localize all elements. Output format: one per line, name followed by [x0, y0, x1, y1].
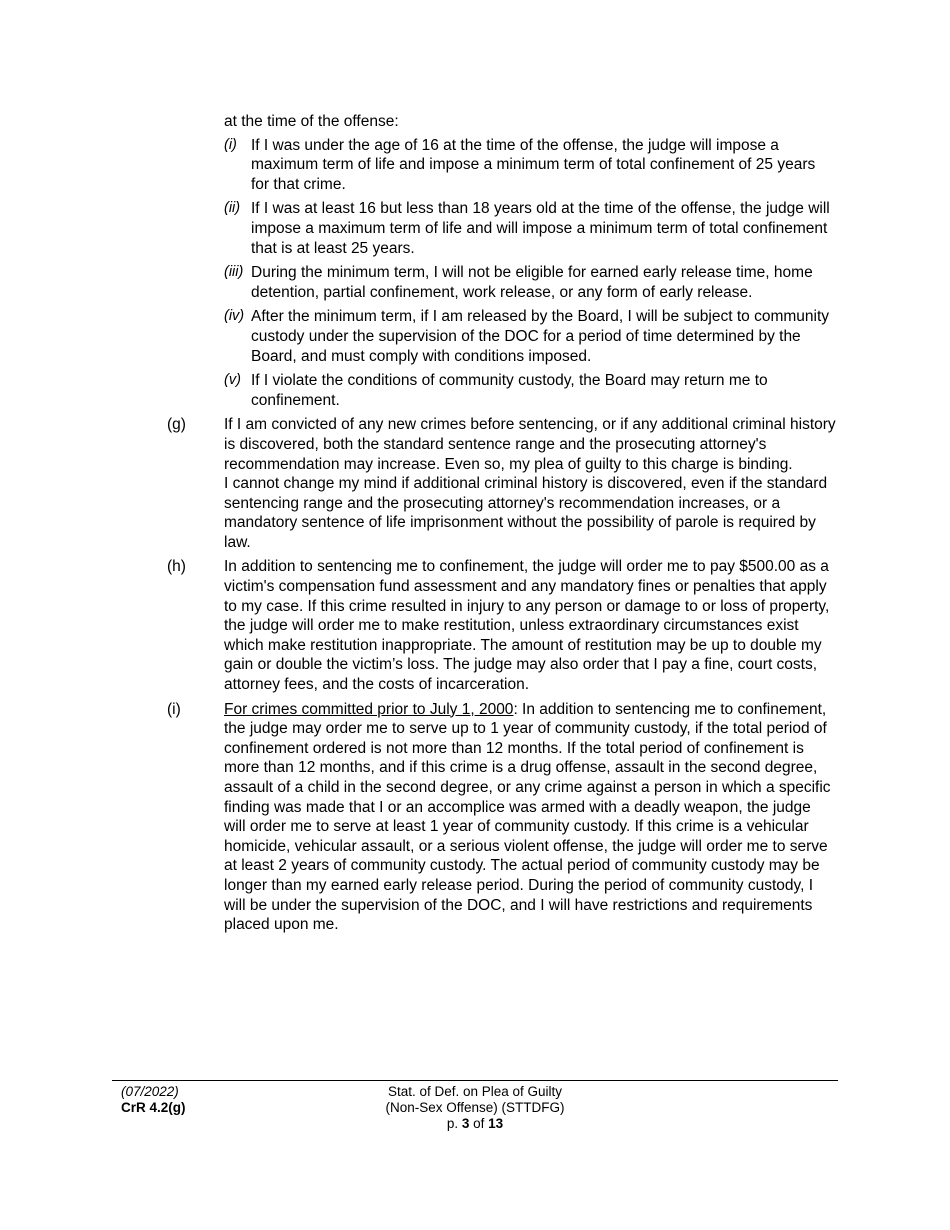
footer-divider: [112, 1080, 838, 1081]
subitem-text: If I was under the age of 16 at the time of the offense, the judge will impose a maximum term of life and impose a minimum term of total confinement of 25 years for that crime.: [251, 136, 816, 193]
document-body: [0, 112, 950, 940]
subitem-marker: (iv): [224, 308, 245, 325]
subitem-marker: (ii): [224, 200, 241, 217]
section-marker: (h): [167, 558, 186, 576]
subitem-marker: (v): [224, 372, 241, 389]
section-g: [167, 415, 836, 552]
subitem-i: [224, 136, 836, 195]
intro-text: at the time of the offense:: [224, 113, 399, 130]
section-marker: (i): [167, 700, 181, 718]
page-number: p. 3 of 13: [446, 1116, 504, 1131]
section-g-paragraph-1: If I am convicted of any new crimes before sentencing, or if any additional criminal history is discovered, both the standard sentence range and the prosecuting attorney's recommendation may increase. Even so, my plea of guilty to this charge is binding.: [224, 416, 836, 473]
subitem-v: [224, 371, 836, 410]
subitem-text: If I violate the conditions of community custody, the Board may return me to confinement.: [251, 372, 768, 409]
subitem-ii: [224, 199, 836, 258]
section-marker: (g): [167, 416, 186, 434]
section-h: [167, 557, 836, 694]
section-g-paragraph-2: I cannot change my mind if additional criminal history is discovered, even if the standard sentencing range and the prosecuting attorney's recommendation increases, or a mandatory sentence of life imprisonment without the possibility of parole is required by law.: [224, 475, 828, 551]
subitem-text: During the minimum term, I will not be eligible for earned early release time, home detention, partial confinement, work release, or any form of early release.: [251, 264, 813, 301]
section-i-text: : In addition to sentencing me to confinement, the judge may order me to serve up to 1 year of community custody, if the total period of confinement ordered is not more than 12 months. If the total period of confinement is more than 12 months, and if this crime is a drug offense, assault in the second degree, assault of a child in the second degree, or any crime against a person in which a specific finding was made that I or an accomplice was armed with a deadly weapon, the judge will order me to serve at least 1 year of community custody. If this crime is a vehicular homicide, vehicular assault, or a serious violent offense, the judge will order me to serve at least 2 years of community custody. The actual period of community custody may be longer than my earned early release period. During the period of community custody, I will be under the supervision of the DOC, and I will have restrictions and requirements placed upon me.: [224, 700, 831, 934]
subitem-iii: [224, 263, 836, 302]
form-date: (07/2022): [121, 1084, 179, 1099]
page-current: 3: [461, 1116, 470, 1131]
footer-center: [375, 1084, 575, 1132]
section-h-paragraph: In addition to sentencing me to confinement, the judge will order me to pay $500.00 as a victim's compensation fund assessment and any mandatory fines or penalties that apply to my case. If this crime resulted in injury to any person or damage to or loss of property, the judge will order me to make restitution, unless extraordinary circumstances exist which make restitution inappropriate. The amount of restitution may be up to double my gain or double the victim’s loss. The judge may also order that I pay a fine, court costs, attorney fees, and the costs of incarceration.: [224, 558, 830, 694]
subitem-marker: (i): [224, 136, 237, 153]
footer-left: [121, 1084, 186, 1116]
subitem-text: After the minimum term, if I am released by the Board, I will be subject to community custody under the supervision of the DOC for a period of time determined by the Board, and must comply with conditions imposed.: [251, 308, 830, 365]
subitem-marker: (iii): [224, 264, 244, 281]
form-title-line-2: (Non-Sex Offense) (STTDFG): [385, 1100, 565, 1115]
court-rule: CrR 4.2(g): [121, 1100, 186, 1115]
form-title-line-1: Stat. of Def. on Plea of Guilty: [387, 1084, 563, 1099]
page-total: 13: [488, 1116, 504, 1131]
section-i-heading: For crimes committed prior to July 1, 2000: [224, 700, 514, 718]
subitem-iv: [224, 307, 836, 366]
section-i: [167, 700, 836, 935]
section-i-paragraph: [224, 700, 836, 935]
subitem-text: If I was at least 16 but less than 18 years old at the time of the offense, the judge will impose a maximum term of life and will impose a minimum term of total confinement that is at least 25 years.: [251, 200, 830, 257]
